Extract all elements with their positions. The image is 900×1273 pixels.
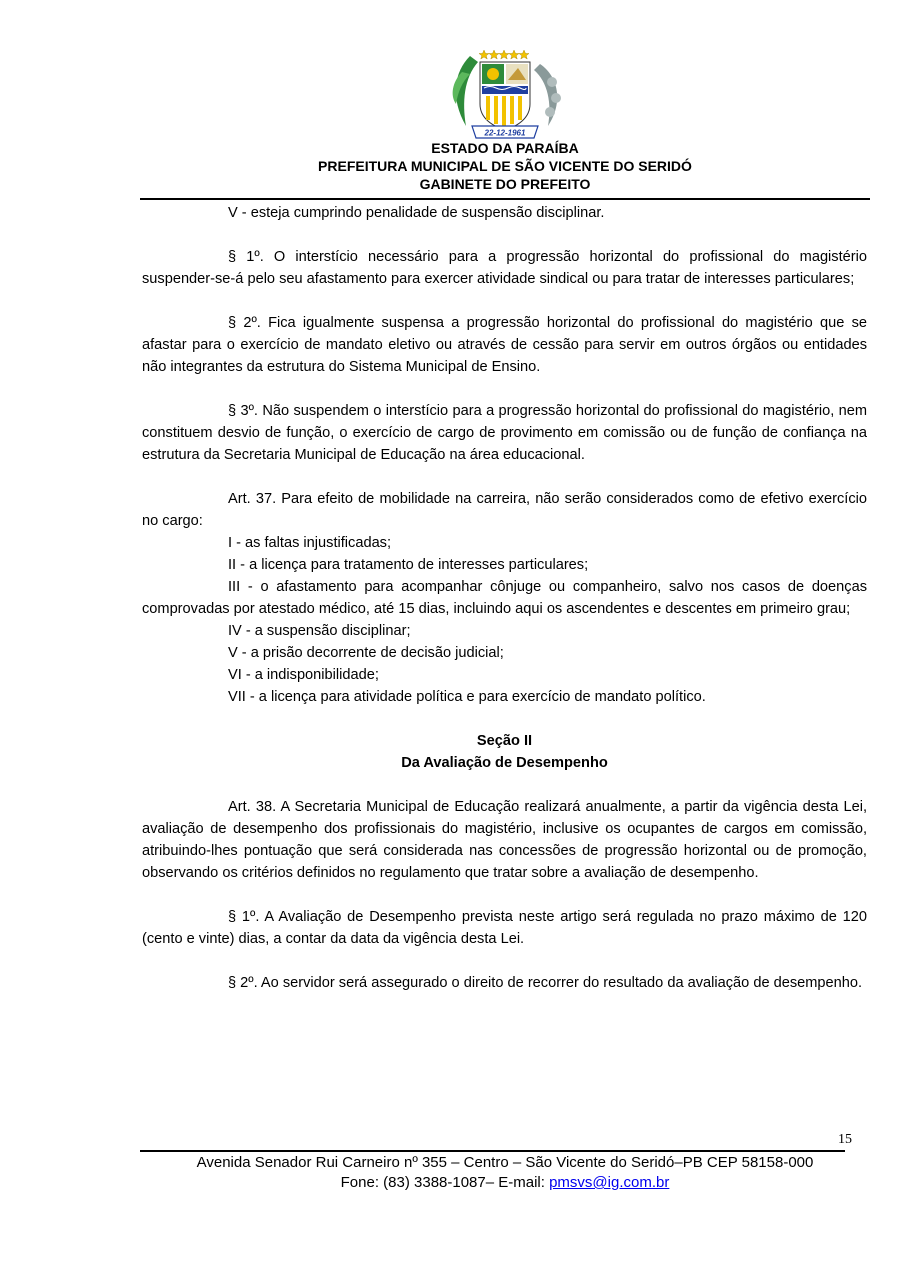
article-37-item: III - o afastamento para acompanhar cônjuge ou companheiro, salvo nos casos de doenças comprovadas por atestado médico, até 15 dias, incluindo aqui os ascendentes e descentes em primeiro grau; [142, 579, 867, 617]
header-state: ESTADO DA PARAÍBA [431, 140, 579, 156]
email-link[interactable]: pmsvs@ig.com.br [549, 1174, 670, 1191]
article-37-item: VII - a licença para atividade política e para exercício de mandato político. [228, 689, 706, 705]
section-subtitle: Da Avaliação de Desempenho [401, 755, 608, 771]
header-office: GABINETE DO PREFEITO [419, 176, 591, 192]
footer-phone: Fone: (83) 3388-1087– E-mail: [340, 1174, 550, 1191]
header-divider [140, 198, 870, 200]
section-title: Seção II [476, 733, 533, 749]
header-municipality: PREFEITURA MUNICIPAL DE SÃO VICENTE DO SERIDÓ [318, 158, 692, 174]
municipal-crest-icon [440, 42, 570, 140]
document-body [142, 202, 867, 994]
footer-divider [140, 1150, 845, 1152]
article-37-item: IV - a suspensão disciplinar; [228, 623, 411, 639]
crest-year: 22-12-1961 [484, 128, 526, 138]
article-37: Art. 37. Para efeito de mobilidade na carreira, não serão considerados como de efetivo exercício no cargo: [142, 491, 867, 529]
paragraph-s3: § 3º. Não suspendem o interstício para a progressão horizontal do profissional do magistério, nem constituem desvio de função, o exercício de cargo de provimento em comissão ou de função de confiança na estrutura da Secretaria Municipal de Educação na área educacional. [142, 403, 867, 463]
paragraph-item-v: V - esteja cumprindo penalidade de suspensão disciplinar. [228, 205, 605, 221]
paragraph-s2: § 2º. Fica igualmente suspensa a progressão horizontal do profissional do magistério que se afastar para o exercício de mandato eletivo ou através de cessão para servir em outros órgãos ou entidades não integrantes da estrutura do Sistema Municipal de Ensino. [142, 315, 867, 375]
article-37-item: II - a licença para tratamento de interesses particulares; [228, 557, 589, 573]
footer-contact [140, 1173, 870, 1193]
article-38-s1: § 1º. A Avaliação de Desempenho prevista neste artigo será regulada no prazo máximo de 120 (cento e vinte) dias, a contar da data da vigência desta Lei. [142, 909, 867, 947]
article-37-item: VI - a indisponibilidade; [228, 667, 379, 683]
article-38: Art. 38. A Secretaria Municipal de Educação realizará anualmente, a partir da vigência desta Lei, avaliação de desempenho dos profissionais do magistério, inclusive os ocupantes de cargos em comissão, atribuindo-lhes pontuação que será considerada nas concessões de progressão horizontal ou de promoção, observando os critérios definidos no regulamento que tratar sobre a avaliação de desempenho. [142, 799, 867, 881]
article-38-s2: § 2º. Ao servidor será assegurado o direito de recorrer do resultado da avaliação de desempenho. [228, 975, 863, 991]
footer-address: Avenida Senador Rui Carneiro nº 355 – Centro – São Vicente do Seridó–PB CEP 58158-000 [196, 1154, 814, 1171]
page-number: 15 [838, 1132, 852, 1147]
paragraph-s1: § 1º. O interstício necessário para a progressão horizontal do profissional do magistério suspender-se-á pelo seu afastamento para exercer atividade sindical ou para tratar de interesses particulares; [142, 249, 867, 287]
article-37-item: I - as faltas injustificadas; [228, 535, 392, 551]
article-37-item: V - a prisão decorrente de decisão judicial; [228, 645, 504, 661]
